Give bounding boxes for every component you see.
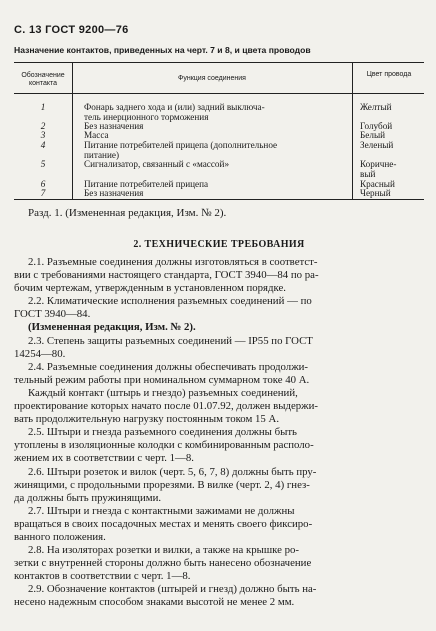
edition-note: Разд. 1. (Измененная редакция, Изм. № 2).	[28, 207, 227, 219]
page-header: С. 13 ГОСТ 9200—76	[14, 24, 129, 36]
row-function: Без назначения	[84, 188, 144, 198]
paragraph-2-5: 2.5. Штыри и гнезда разъемного соединения должны быть утоплены в изоляционные колодки с комбинированным располо- жением их в соответствии с черт. 1—8.	[14, 426, 314, 465]
paragraph-2-6: 2.6. Штыри розеток и вилок (черт. 5, 6, 7, 8) должны быть пру- жинящими, с продольными прорезями. В вилке (черт. 2, 4) гнез- да должны быть пружинящими.	[14, 465, 317, 504]
row-color: Красный	[360, 179, 395, 189]
row-function: Масса	[84, 130, 109, 140]
row-color: Зеленый	[360, 140, 394, 150]
paragraph-2-4: 2.4. Разъемные соединения должны обеспечивать продолжи- тельный режим работы при номинальном суммарном токе 40 А. Каждый контакт (штырь и гнездо) разъемных соединений, проектирование которых начато после 01.07.92, должен выдержи- вать продолжительную нагрузку постоянным током 15 А.	[14, 360, 319, 426]
contacts-table	[14, 62, 424, 200]
header-function: Функция соединения	[178, 75, 246, 82]
paragraph-2-9: 2.9. Обозначение контактов (штырей и гнезд) должно быть на- несено надежным способом знаками высотой не менее 2 мм.	[14, 583, 317, 609]
row-function: Сигнализатор, связанный с «массой»	[84, 159, 230, 169]
section-body	[14, 256, 424, 610]
row-color: Белый	[360, 130, 386, 140]
paragraph-2-1: 2.1. Разъемные соединения должны изготовляться в соответст- вии с требованиями настоящего стандарта, ГОСТ 3940—84 по ра- бочим чертежам, утвержденным в установленном порядке.	[14, 256, 319, 295]
paragraph-2-8: 2.8. На изоляторах розетки и вилки, а также на крышке ро- зетки с внутренней стороны должно быть нанесено обозначение контактов в соответствии с черт. 1—8.	[14, 544, 312, 583]
row-function: Фонарь заднего хода и (или) задний выключа- тель инерционного торможения	[84, 102, 265, 122]
row-color: Коричне- вый	[360, 159, 397, 179]
paragraph-2-3: 2.3. Степень защиты разъемных соединений — IP55 по ГОСТ 14254—80.	[14, 334, 313, 360]
table-caption: Назначение контактов, приведенных на черт. 7 и 8, и цвета проводов	[14, 45, 311, 55]
row-function: Питание потребителей прицепа	[84, 179, 209, 189]
paragraph-2-7: 2.7. Штыри и гнезда с контактными зажимами не должны вращаться в своих посадочных местах и менять своего фиксиро- ванного положения.	[14, 504, 313, 543]
row-number: 2	[40, 121, 46, 131]
row-number: 1	[40, 102, 46, 112]
row-number: 4	[40, 140, 46, 150]
row-color: Голубой	[360, 121, 393, 131]
header-color: Цвет провода	[366, 71, 412, 78]
row-function: Питание потребителей прицепа (дополнительное питание)	[84, 140, 278, 160]
row-number: 3	[40, 130, 46, 140]
header-contact: Обозначение контакта	[21, 72, 65, 87]
row-function: Без назначения	[84, 121, 144, 131]
header-divider	[14, 93, 424, 94]
row-number: 5	[40, 159, 46, 169]
row-color: Желтый	[360, 102, 392, 112]
paragraph-2-2: 2.2. Климатические исполнения разъемных соединений — по ГОСТ 3940—84.	[14, 295, 312, 321]
row-number: 6	[40, 179, 46, 189]
row-number: 7	[40, 188, 46, 198]
row-color: Черный	[360, 188, 391, 198]
section-title: 2. ТЕХНИЧЕСКИЕ ТРЕБОВАНИЯ	[133, 239, 305, 250]
edition-note: (Измененная редакция, Изм. № 2).	[28, 321, 196, 334]
